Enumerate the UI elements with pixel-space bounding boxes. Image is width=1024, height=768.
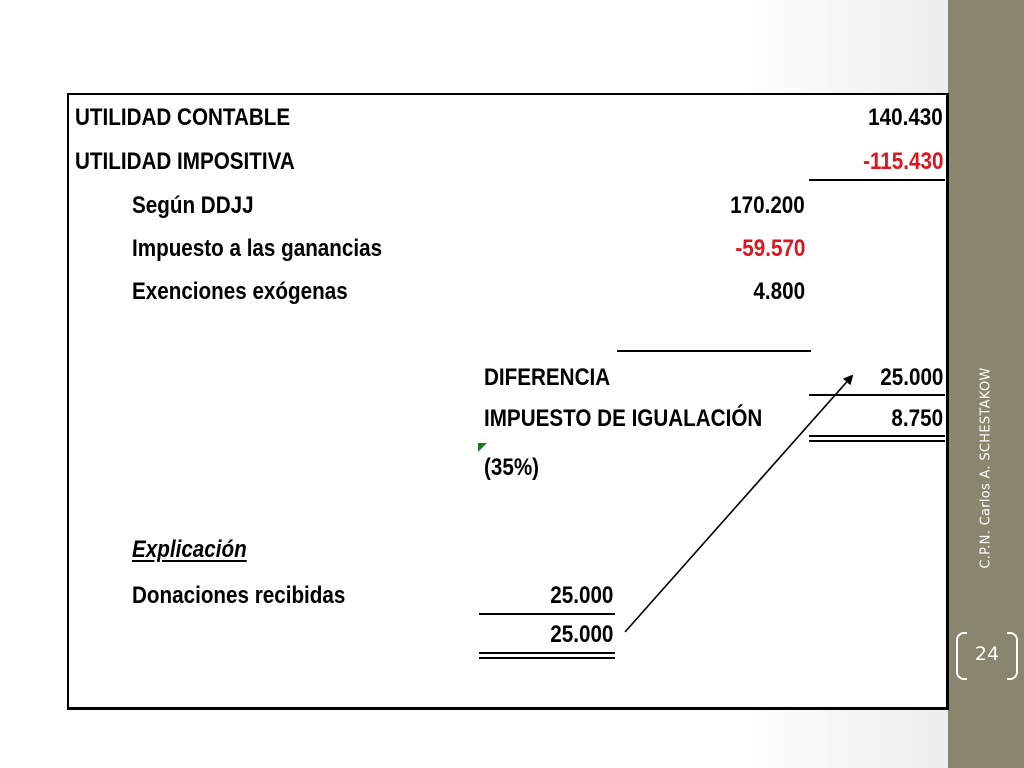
donaciones-value: 25.000 [549, 582, 613, 609]
page-number: 24 [974, 643, 1000, 665]
exenciones-value: 4.800 [753, 278, 805, 305]
impuesto-ganancias-label: Impuesto a las ganancias [132, 235, 383, 262]
utilidad-contable-label: UTILIDAD CONTABLE [75, 104, 291, 131]
impuesto-igualacion-label: IMPUESTO DE IGUALACIÓN [484, 405, 763, 432]
exenciones-label: Exenciones exógenas [132, 278, 348, 305]
impuesto-ganancias-value: -59.570 [734, 235, 805, 262]
diferencia-value: 25.000 [879, 364, 943, 391]
impuesto-igualacion-value: 8.750 [891, 405, 943, 432]
utilidad-impositiva-label: UTILIDAD IMPOSITIVA [75, 148, 295, 175]
donaciones-label: Donaciones recibidas [132, 582, 346, 609]
utilidad-contable-value: 140.430 [868, 104, 943, 131]
diferencia-label: DIFERENCIA [484, 364, 611, 391]
tasa-label: (35%) [484, 454, 540, 481]
arrow-line [625, 376, 852, 632]
author-footer: C.P.N. Carlos A. SCHESTAKOW [978, 367, 994, 569]
explicacion-label: Explicación [132, 536, 247, 563]
segun-ddjj-label: Según DDJJ [132, 192, 254, 219]
utilidad-impositiva-value: -115.430 [862, 148, 943, 175]
segun-ddjj-value: 170.200 [730, 192, 805, 219]
total-donaciones-value: 25.000 [549, 621, 613, 648]
